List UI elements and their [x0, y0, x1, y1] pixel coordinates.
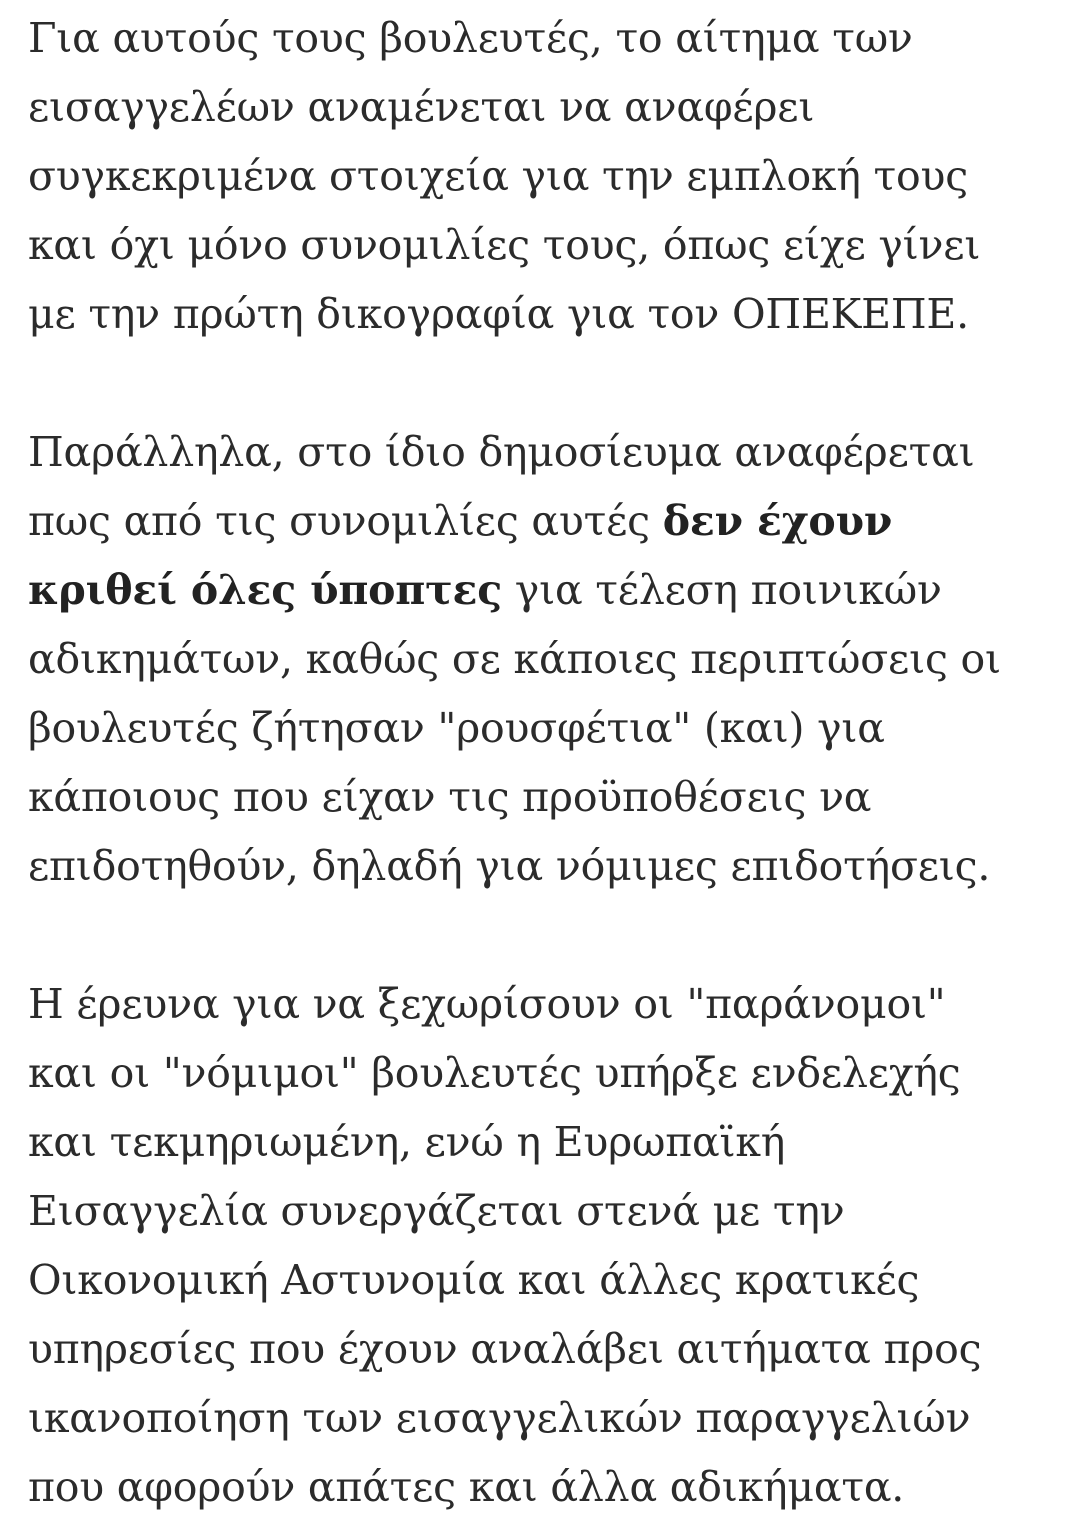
- bold-emphasis: δεν έχουν: [662, 497, 893, 545]
- paragraph-line: με την πρώτη δικογραφία για τον ΟΠΕΚΕΠΕ.: [28, 290, 969, 338]
- paragraph-line: εισαγγελέων αναμένεται να αναφέρει: [28, 83, 815, 131]
- paragraph-line: [28, 556, 1068, 625]
- bold-emphasis: κριθεί όλες ύποπτες: [28, 566, 502, 614]
- paragraph-line: Παράλληλα, στο ίδιο δημοσίευμα αναφέρεται: [28, 428, 975, 476]
- paragraph-line: και τεκμηριωμένη, ενώ η Ευρωπαϊκή: [28, 1118, 786, 1166]
- paragraph-3: [28, 970, 1068, 1522]
- paragraph-1: [28, 0, 1068, 349]
- paragraph-line: βουλευτές ζήτησαν "ρουσφέτια" (και) για: [28, 704, 885, 752]
- paragraph-line: επιδοτηθούν, δηλαδή για νόμιμες επιδοτήσεις.: [28, 842, 991, 890]
- paragraph-text: πως από τις συνομιλίες αυτές: [28, 497, 663, 545]
- paragraph-line: Εισαγγελία συνεργάζεται στενά με την: [28, 1187, 845, 1235]
- paragraph-line: που αφορούν απάτες και άλλα αδικήματα.: [28, 1463, 905, 1511]
- paragraph-line: Η έρευνα για να ξεχωρίσουν οι "παράνομοι": [28, 980, 946, 1028]
- article-body: [28, 0, 1068, 1522]
- paragraph-line: και οι "νόμιμοι" βουλευτές υπήρξε ενδελεχής: [28, 1049, 961, 1097]
- paragraph-2: [28, 418, 1068, 901]
- paragraph-line: αδικημάτων, καθώς σε κάποιες περιπτώσεις οι: [28, 635, 1001, 683]
- paragraph-line: συγκεκριμένα στοιχεία για την εμπλοκή τους: [28, 152, 969, 200]
- paragraph-line: Για αυτούς τους βουλευτές, το αίτημα των: [28, 14, 913, 62]
- paragraph-line: υπηρεσίες που έχουν αναλάβει αιτήματα προς: [28, 1325, 982, 1373]
- paragraph-text: για τέλεση ποινικών: [501, 566, 942, 614]
- paragraph-line: [28, 487, 1068, 556]
- paragraph-line: κάποιους που είχαν τις προϋποθέσεις να: [28, 773, 872, 821]
- paragraph-line: και όχι μόνο συνομιλίες τους, όπως είχε γίνει: [28, 221, 981, 269]
- paragraph-line: Οικονομική Αστυνομία και άλλες κρατικές: [28, 1256, 920, 1304]
- paragraph-line: ικανοποίηση των εισαγγελικών παραγγελιών: [28, 1394, 971, 1442]
